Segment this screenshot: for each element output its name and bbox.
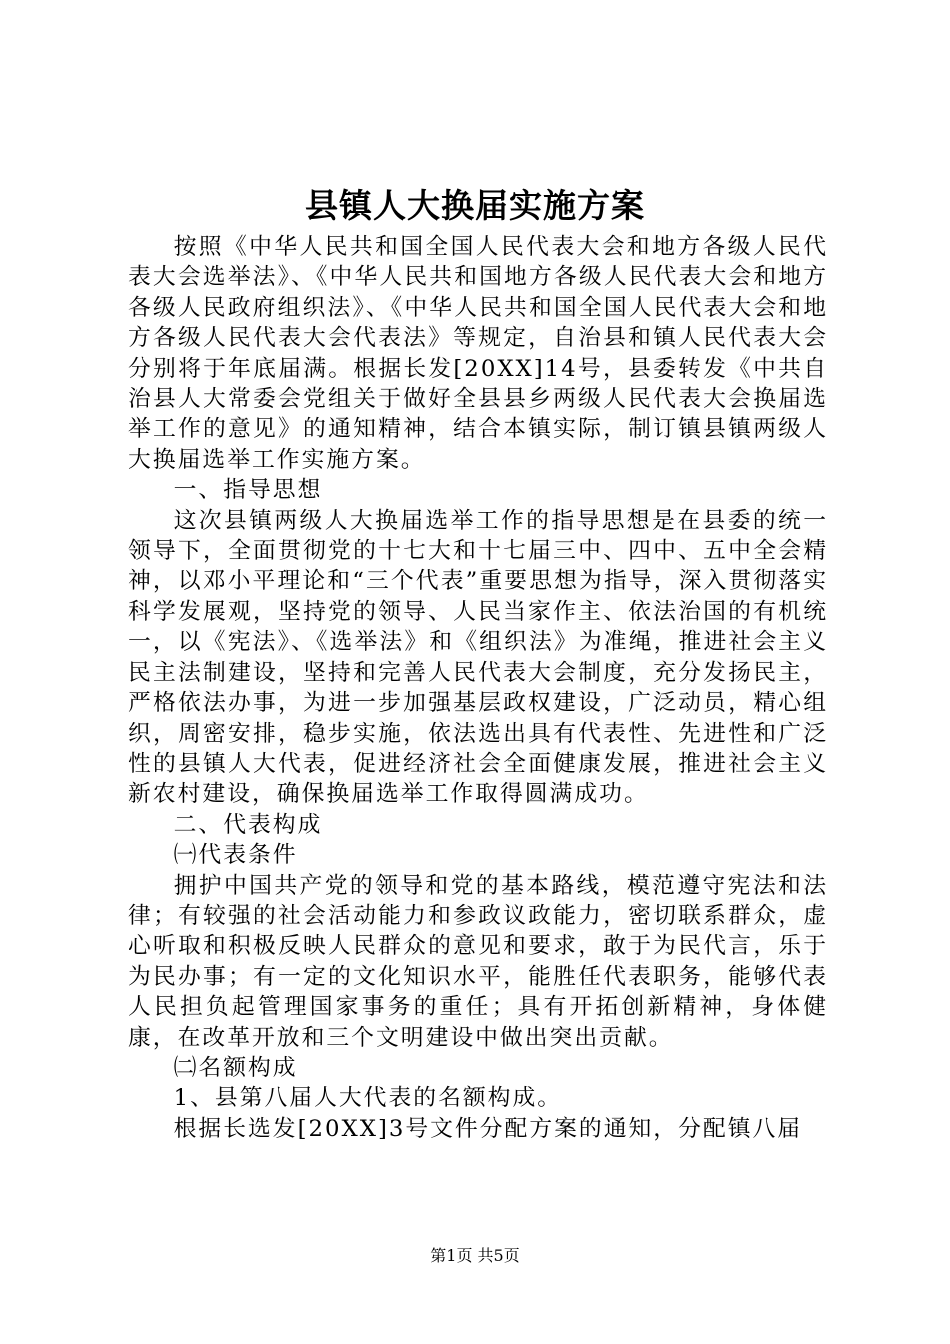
heading-guiding-ideology: 一、指导思想 [173, 477, 323, 504]
subheading-quota-composition: ㈡名额构成 [173, 1054, 298, 1081]
paragraph-intro: 按照《中华人民共和国全国人民代表大会和地方各级人民代表大会选举法》、《中华人民共和国地方各级人民代表大会和地方各级人民政府组织法》、《中华人民共和国全国人民代表大会和地方各级人民代表大会代表法》等规定，自治县和镇人民代表大会分别将于年底届满。根据长发[20XX]14号，县委转发《中共自治县人大常委会党组关于做好全县县乡两级人民代表大会换届选举工作的意见》的通知精神，结合本镇实际，制订镇县镇两级人大换届选举工作实施方案。 [128, 234, 828, 473]
heading-representative-composition: 二、代表构成 [173, 811, 323, 838]
paragraph-guiding-ideology: 这次县镇两级人大换届选举工作的指导思想是在县委的统一领导下，全面贯彻党的十七大和十七届三中、四中、五中全会精神，以邓小平理论和“三个代表”重要思想为指导，深入贯彻落实科学发展观，坚持党的领导、人民当家作主、依法治国的有机统一，以《宪法》、《选举法》和《组织法》为准绳，推进社会主义民主法制建设，坚持和完善人民代表大会制度，充分发扬民主，严格依法办事，为进一步加强基层政权建设，广泛动员，精心组织，周密安排，稳步实施，依法选出具有代表性、先进性和广泛性的县镇人大代表，促进经济社会全面健康发展，推进社会主义新农村建设，确保换届选举工作取得圆满成功。 [128, 507, 828, 808]
page-footer: 第1页 共5页 [430, 1246, 520, 1265]
subheading-representative-conditions: ㈠代表条件 [173, 842, 298, 869]
paragraph-quota-allocation: 根据长选发[20XX]3号文件分配方案的通知，分配镇八届 [173, 1115, 803, 1142]
item-county-quota: 1、县第八届人大代表的名额构成。 [173, 1085, 563, 1112]
document-title: 县镇人大换届实施方案 [305, 186, 645, 225]
paragraph-representative-conditions: 拥护中国共产党的领导和党的基本路线，模范遵守宪法和法律；有较强的社会活动能力和参政议政能力，密切联系群众，虚心听取和积极反映人民群众的意见和要求，敢于为民代言，乐于为民办事；有一定的文化知识水平，能胜任代表职务，能够代表人民担负起管理国家事务的重任；具有开拓创新精神，身体健康，在改革开放和三个文明建设中做出突出贡献。 [128, 872, 828, 1051]
document-body [128, 232, 828, 1144]
